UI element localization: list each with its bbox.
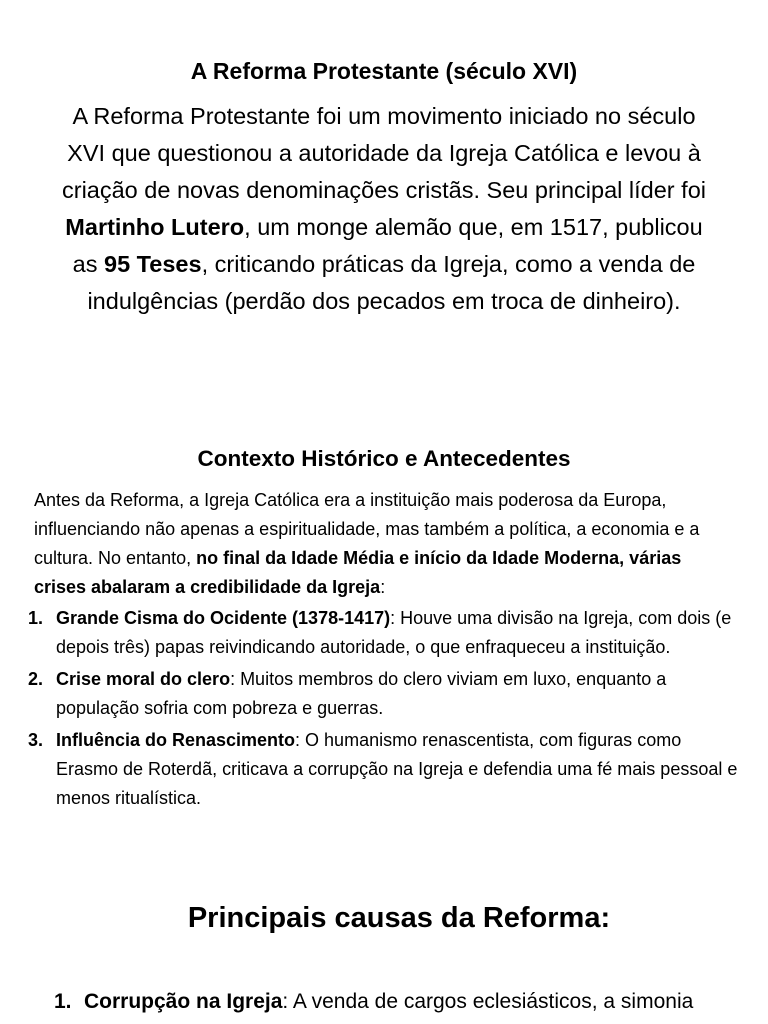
context-heading: Contexto Histórico e Antecedentes	[197, 446, 571, 471]
list-item-number: 3.	[28, 730, 44, 750]
list-item-title: Corrupção na Igreja	[84, 990, 283, 1013]
list-item	[28, 604, 740, 662]
context-paragraph	[34, 486, 734, 602]
context-text-2: :	[380, 577, 386, 597]
context-bold: no final da Idade Média e início da Idade Moderna, várias crises abalaram a credibilidade da Igreja	[34, 548, 682, 597]
list-item-title: Influência do Renascimento	[56, 730, 296, 750]
list-item-title: Grande Cisma do Ocidente (1378-1417)	[56, 608, 391, 628]
document-title: A Reforma Protestante (século XVI)	[190, 58, 578, 84]
intro-text-3: , criticando práticas da Igreja, como a venda de indulgências (perdão dos pecados em troca de dinheiro).	[87, 251, 696, 314]
intro-text-1: A Reforma Protestante foi um movimento iniciado no século XVI que questionou a autoridade da Igreja Católica e levou à criação de novas denominações cristãs. Seu principal líder foi	[62, 103, 706, 203]
list-item-number: 2.	[28, 669, 44, 689]
list-item-text: : Muitos membros do clero viviam em luxo, enquanto a população sofria com pobreza e guerras.	[56, 669, 667, 718]
context-text-1: Antes da Reforma, a Igreja Católica era a instituição mais poderosa da Europa, influenciando não apenas a espiritualidade, mas também a política, a economia e a cultura. No entanto,	[34, 490, 700, 568]
causes-list	[54, 986, 768, 1018]
intro-bold-theses: 95 Teses	[104, 251, 202, 277]
intro-bold-luther: Martinho Lutero	[65, 214, 245, 240]
list-item-text: : Houve uma divisão na Igreja, com dois (e depois três) papas reivindicando autoridade, o que enfraqueceu a instituição.	[56, 608, 732, 657]
intro-text-2: , um monge alemão que, em 1517, publicou as	[72, 214, 703, 277]
list-item	[28, 665, 740, 723]
list-item-number: 1.	[54, 990, 72, 1013]
causes-heading: Principais causas da Reforma:	[187, 902, 611, 934]
intro-paragraph	[60, 98, 708, 320]
list-item	[54, 986, 768, 1018]
crisis-list	[28, 604, 740, 816]
list-item-title: Crise moral do clero	[56, 669, 231, 689]
list-item-text: : O humanismo renascentista, com figuras como Erasmo de Roterdã, criticava a corrupção na Igreja e defendia uma fé mais pessoal e menos ritualística.	[56, 730, 738, 808]
list-item	[28, 726, 740, 813]
list-item-number: 1.	[28, 608, 44, 628]
list-item-text: : A venda de cargos eclesiásticos, a simonia	[282, 990, 694, 1013]
